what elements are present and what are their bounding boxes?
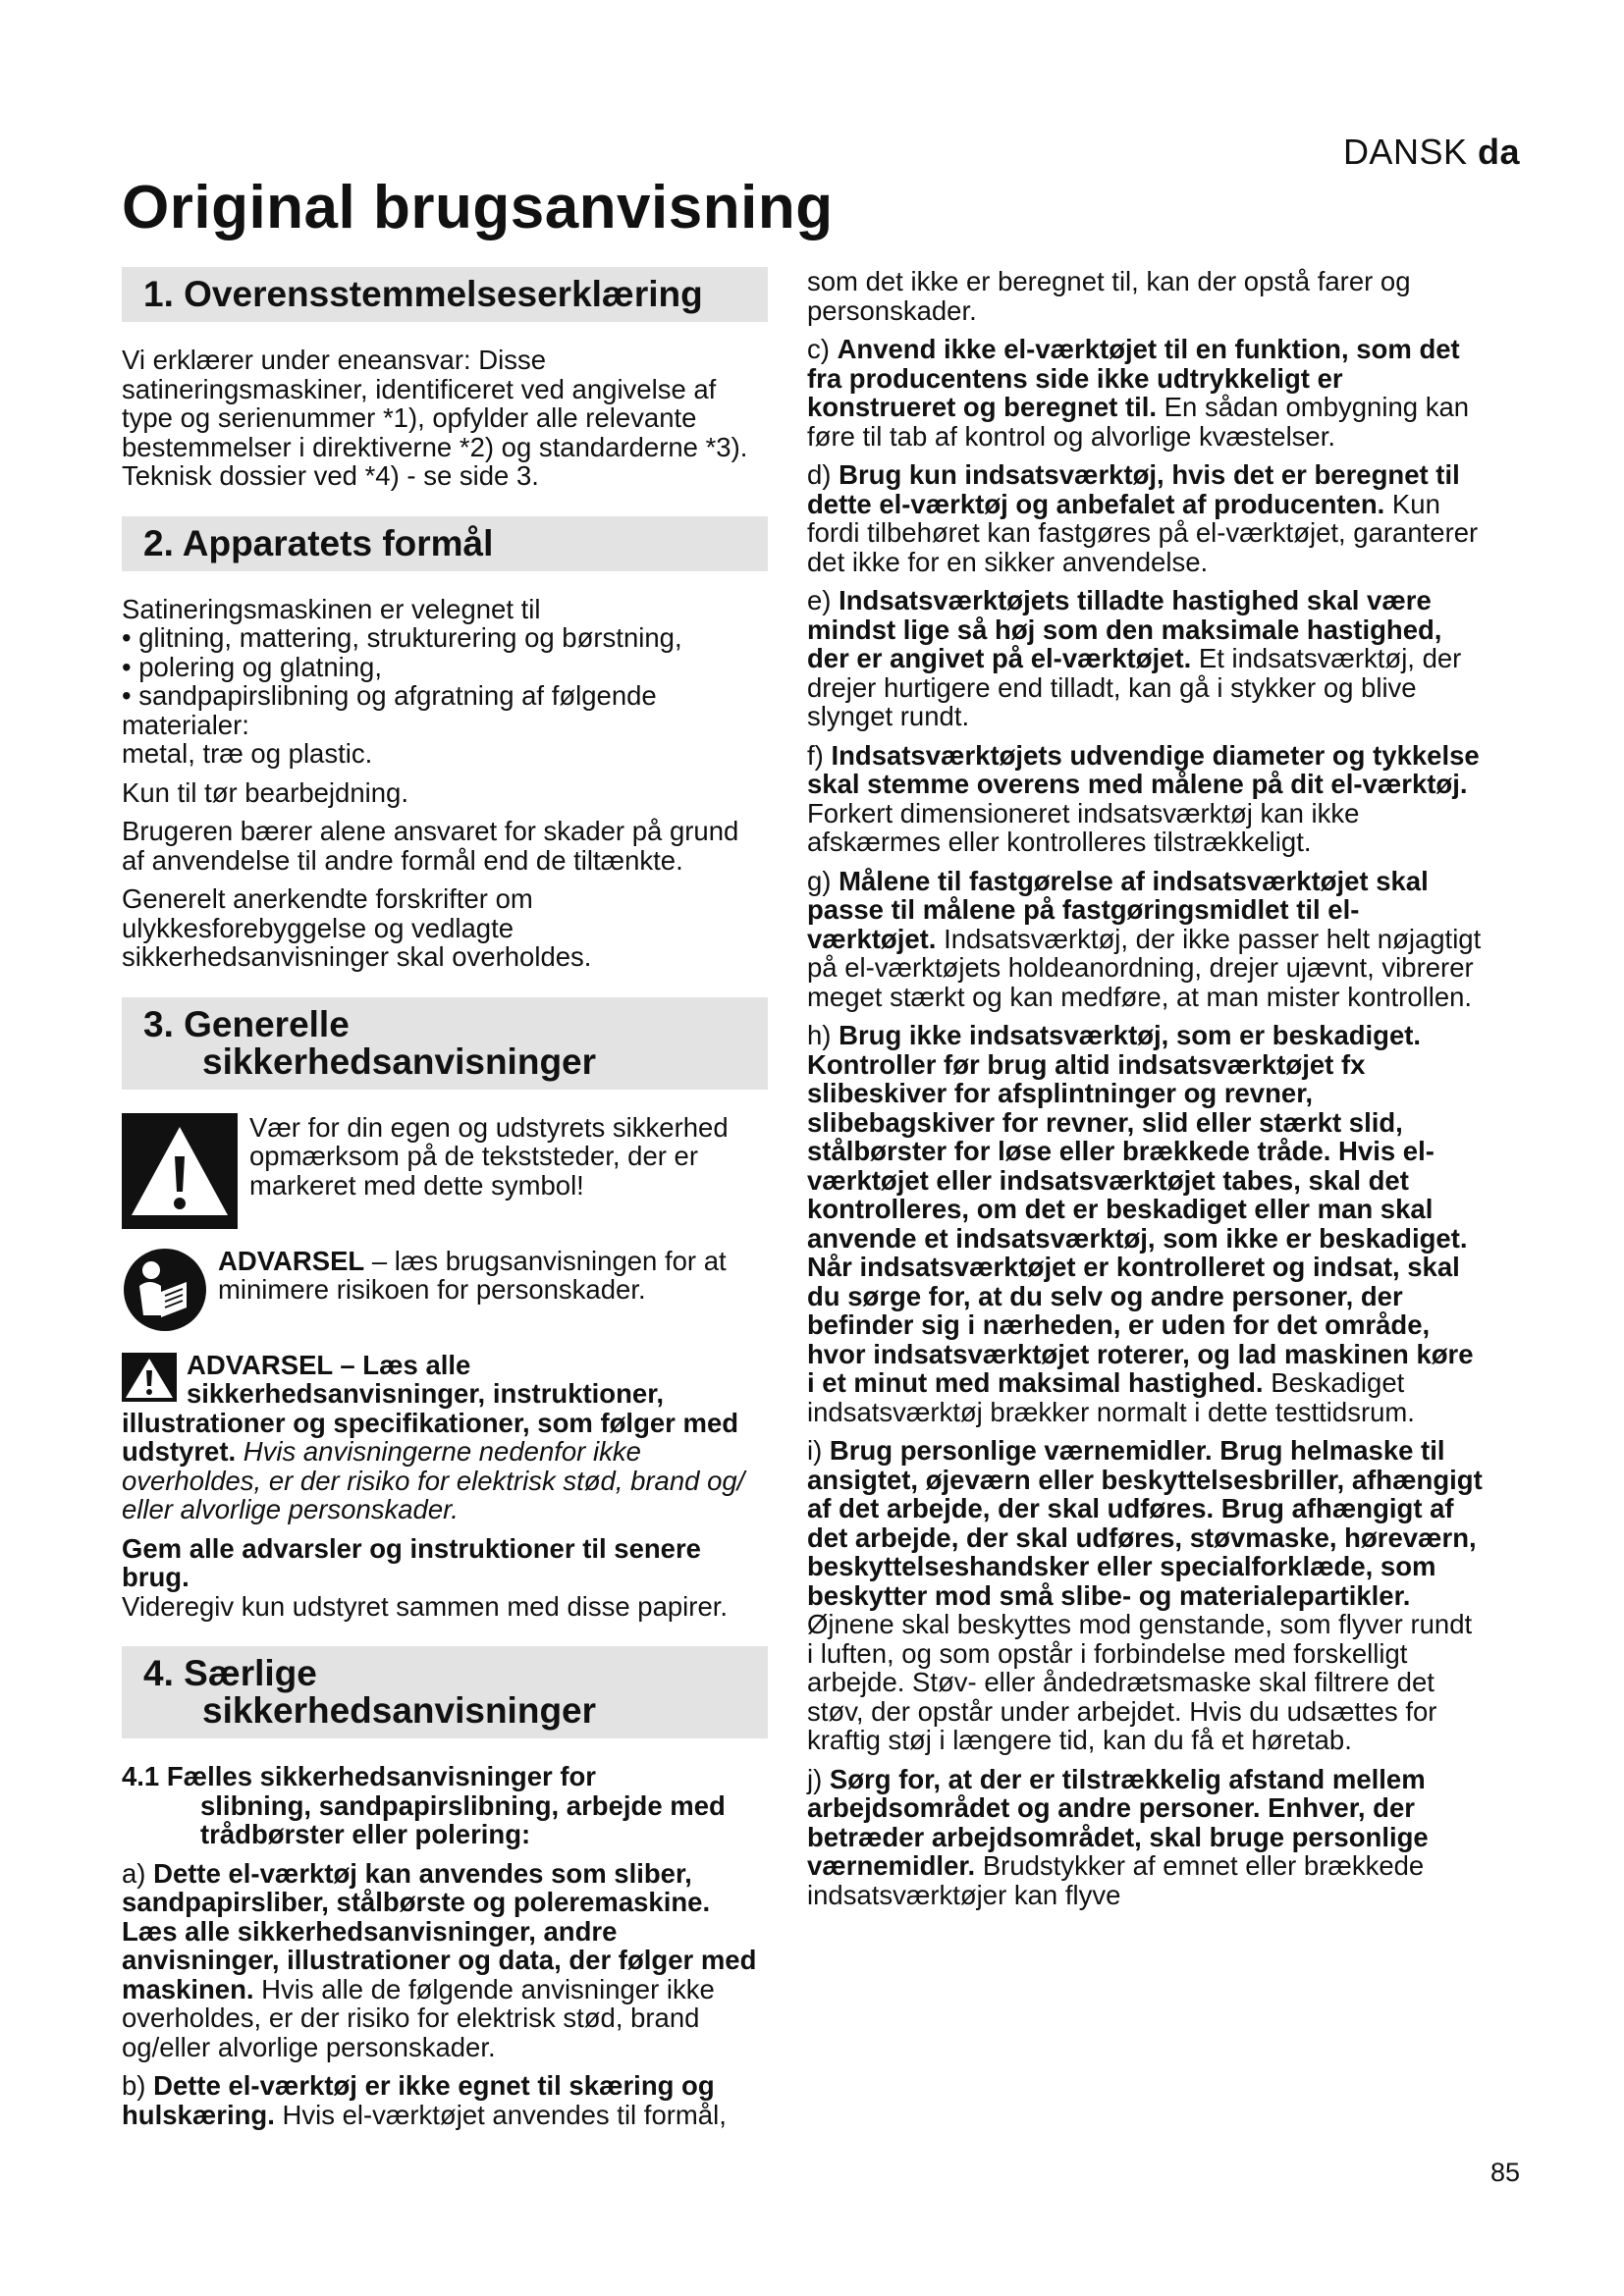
item-i: i) Brug personlige værnemidler. Brug helmaske til ansigtet, øjeværn eller beskyttelsesbriller, afhængigt af det arbejde, der skal udføres. Brug afhængigt af det arbejde, der skal udføres, støvmaske, høreværn, beskyttelseshandsker eller specialforklæde, som beskytter mod små slibe- og materialepartikler. Øjnene skal beskyttes mod genstande, som flyver rundt i luften, og som opstår i forbindelse med forskelligt arbejde. Støv- eller åndedrætsmaske skal filtrere det støv, der opstår under arbejdet. Hvis du udsættes for kraftig støj i længere tid, kan du få et høretab.: [807, 1435, 1483, 1755]
item-e: e) Indsatsværktøjets tilladte hastighed skal være mindst lige så høj som den maksimale hastighed, der er angivet på el-værktøjet. Et indsatsværktøj, der drejer hurtigere end tilladt, kan gå i stykker og blive slynget rundt.: [807, 585, 1462, 731]
section-2-item: • sandpapirslibning og afgratning af følgende materialer:: [122, 680, 657, 740]
language-name: DANSK: [1342, 132, 1468, 172]
section-2-item: metal, træ og plastic.: [122, 738, 373, 769]
warning-triangle-icon: [122, 1113, 238, 1229]
keep-instructions: [122, 1534, 768, 1622]
read-manual-icon: [122, 1247, 208, 1333]
page-number: 85: [1489, 2158, 1520, 2187]
section-1-text: Vi erklærer under eneansvar: Disse satineringsmaskiner, identificeret ved angivelse af type og serienummer *1), opfylder alle relevante bestemmelser i direktiverne *2) og standarderne *3). Teknisk dossier ved *4) - se side 3.: [122, 345, 748, 491]
section-2-intro: Satineringsmaskinen er velegnet til: [122, 593, 541, 624]
symbol-note-text: Vær for din egen og udstyrets sikkerhed opmærksom på de tekststeder, der er markeret med dette symbol!: [249, 1111, 729, 1201]
section-3-heading: 3. Generelle sikkerhedsanvisninger: [122, 997, 768, 1090]
item-c: c) Anvend ikke el-værktøjet til en funktion, som det fra producentens side ikke udtrykkeligt er konstrueret og beregnet til. En sådan ombygning kan føre til tab af kontrol og alvorlige kvæstelser.: [807, 334, 1470, 452]
item-j: j) Sørg for, at der er tilstrækkelig afstand mellem arbejdsområdet og andre personer. Enhver, der betræder arbejdsområdet, skal bruge personlige værnemidler. Brudstykker af emnet eller brækkede indsatsværktøjer kan flyve: [807, 1763, 1429, 1910]
item-a: a) Dette el-værktøj kan anvendes som sliber, sandpapirsliber, stålbørste og poleremaskine. Læs alle sikkerhedsanvisninger, andre anvisninger, illustrationer og data, der følger med maskinen. Hvis alle de følgende anvisninger ikke overholdes, er der risiko for elektrisk stød, brand og/eller alvorlige personskader.: [122, 1857, 757, 2062]
page-title: Original brugsanvisning: [122, 174, 834, 241]
section-2-item: • glitning, mattering, strukturering og børstning,: [122, 622, 682, 653]
language-label: [1343, 132, 1520, 173]
item-f: f) Indsatsværktøjets udvendige diameter og tykkelse skal stemme overens med målene på dit el-værktøj. Forkert dimensioneret indsatsværktøj kan ikke afskærmes eller kontrolleres tilstrækkeligt.: [807, 739, 1480, 857]
section-2-regulations: Generelt anerkendte forskrifter om ulykkesforebyggelse og vedlagte sikkerhedsanvisninger skal overholdes.: [122, 883, 592, 972]
section-2-item: • polering og glatning,: [122, 651, 382, 682]
item-b-continued: som det ikke er beregnet til, kan der opstå farer og personskader.: [807, 266, 1411, 326]
general-warning: [122, 1351, 768, 1524]
right-column: [807, 267, 1485, 1919]
item-g: g) Målene til fastgørelse af indsatsværktøjet skal passe til målene på fastgøringsmidlet til el-værktøjet. Indsatsværktøj, der ikke passer helt nøjagtigt på el-værktøjets holdeanordning, drejer ujævnt, vibrerer meget stærkt og kan medføre, at man mister kontrollen.: [807, 865, 1482, 1012]
section-2-dry: Kun til tør bearbejdning.: [122, 776, 408, 808]
read-manual-text: – læs brugsanvisningen for at minimere risikoen for personskader.: [218, 1245, 727, 1305]
keep-instructions-text: Videregiv kun udstyret sammen med disse papirer.: [122, 1590, 729, 1622]
warning-triangle-small-icon: [122, 1353, 177, 1402]
language-code: da: [1477, 132, 1520, 172]
section-1-heading: 1. Overensstemmelseserklæring: [122, 267, 768, 322]
read-manual-bold: ADVARSEL: [218, 1245, 365, 1276]
left-column: [122, 267, 768, 2139]
item-h: h) Brug ikke indsatsværktøj, som er beskadiget. Kontroller før brug altid indsatsværktøjet fx slibeskiver for afsplintninger og revner, slibebagskiver for revner, slid eller stærkt slid, stålbørster for løse eller brækkede tråde. Hvis el-værktøjet eller indsatsværktøjet tabes, skal det kontrolleres, om det er beskadiget eller man skal anvende et indsatsværktøj, som ikke er beskadiget. Når indsatsværktøjet er kontrolleret og indsat, skal du sørge for, at du selv og andre personer, der befinder sig i nærheden, er uden for det område, hvor indsatsværktøjet roterer, og lad maskinen køre i et minut med maksimal hastighed. Beskadiget indsatsværktøj brækker normalt i dette testtidsrum.: [807, 1020, 1474, 1427]
general-warning-bold: ADVARSEL – Læs alle sikkerhedsanvisninger, instruktioner, illustrationer og specifikationer, som følger med udstyret.: [122, 1349, 739, 1467]
section-4-heading: 4. Særlige sikkerhedsanvisninger: [122, 1646, 768, 1738]
item-d: d) Brug kun indsatsværktøj, hvis det er beregnet til dette el-værktøj og anbefalet af producenten. Kun fordi tilbehøret kan fastgøres på el-værktøjet, garanterer det ikke for en sikker anvendelse.: [807, 459, 1479, 577]
section-2-heading: 2. Apparatets formål: [122, 516, 768, 571]
symbol-note: [122, 1113, 768, 1229]
keep-instructions-bold: Gem alle advarsler og instruktioner til senere brug.: [122, 1532, 701, 1592]
general-warning-italic: Hvis anvisningerne nedenfor ikke overholdes, er der risiko for elektrisk stød, brand og/ eller alvorlige personskader.: [122, 1436, 745, 1524]
subsection-4-1-heading: 4.1 Fælles sikkerhedsanvisninger for slibning, sandpapirslibning, arbejde med trådbørster eller polering:: [122, 1761, 726, 1849]
item-b: b) Dette el-værktøj er ikke egnet til skæring og hulskæring. Hvis el-værktøjet anvendes til formål,: [122, 2070, 727, 2130]
section-2-liability: Brugeren bærer alene ansvaret for skader på grund af anvendelse til andre formål end de tiltænkte.: [122, 816, 739, 876]
read-manual-note: [122, 1247, 768, 1333]
